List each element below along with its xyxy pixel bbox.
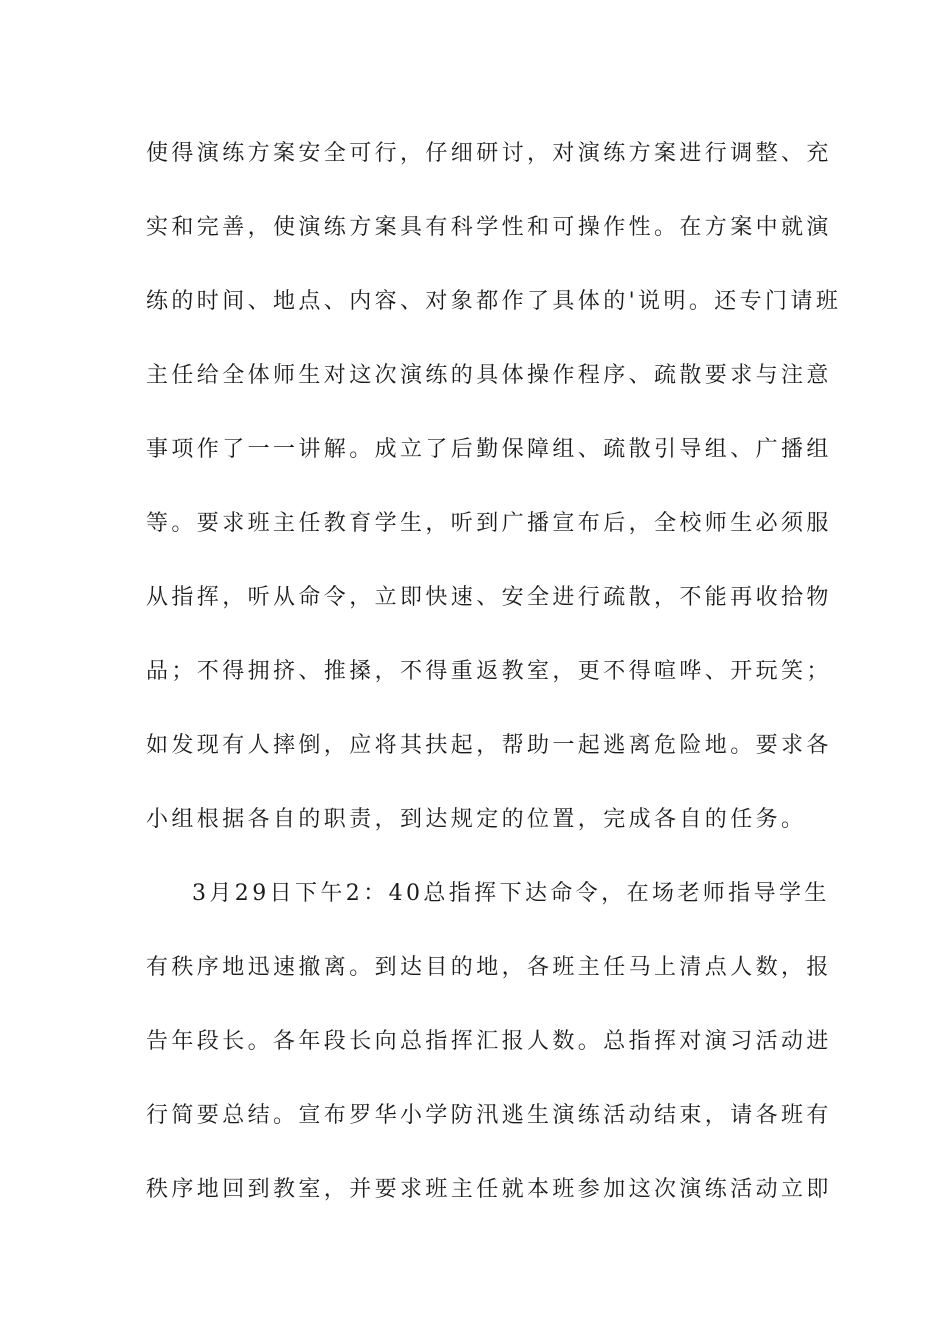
text-line: 行简要总结。宣布罗华小学防汛逃生演练活动结束，请各班有 xyxy=(146,1103,832,1128)
body-text xyxy=(146,132,842,1242)
text-line: 告年段长。各年段长向总指挥汇报人数。总指挥对演习活动进 xyxy=(146,1029,832,1054)
text-line: 秩序地回到教室，并要求班主任就本班参加这次演练活动立即 xyxy=(146,1177,832,1202)
text-line: 品；不得拥挤、推搡，不得重返教室，更不得喧哗、开玩笑； xyxy=(146,659,832,684)
text-line: 主任给全体师生对这次演练的具体操作程序、疏散要求与注意 xyxy=(146,363,832,388)
text-line: 练的时间、地点、内容、对象都作了具体的'说明。还专门请班 xyxy=(146,289,842,314)
text-line: 有秩序地迅速撤离。到达目的地，各班主任马上清点人数，报 xyxy=(146,955,832,980)
text-line: 实和完善，使演练方案具有科学性和可操作性。在方案中就演 xyxy=(146,215,832,240)
text-line: 从指挥，听从命令，立即快速、安全进行疏散，不能再收拾物 xyxy=(146,585,832,610)
text-line: 小组根据各自的职责，到达规定的位置，完成各自的任务。 xyxy=(146,807,807,832)
text-line: 如发现有人摔倒，应将其扶起，帮助一起逃离危险地。要求各 xyxy=(146,733,832,758)
text-line: 等。要求班主任教育学生，听到广播宣布后，全校师生必须服 xyxy=(146,511,832,536)
paragraph-start-line: 3月29日下午2：40总指挥下达命令，在场老师指导学生 xyxy=(192,881,830,906)
text-line: 事项作了一一讲解。成立了后勤保障组、疏散引导组、广播组 xyxy=(146,437,832,462)
text-line: 使得演练方案安全可行，仔细研讨，对演练方案进行调整、充 xyxy=(146,141,832,166)
